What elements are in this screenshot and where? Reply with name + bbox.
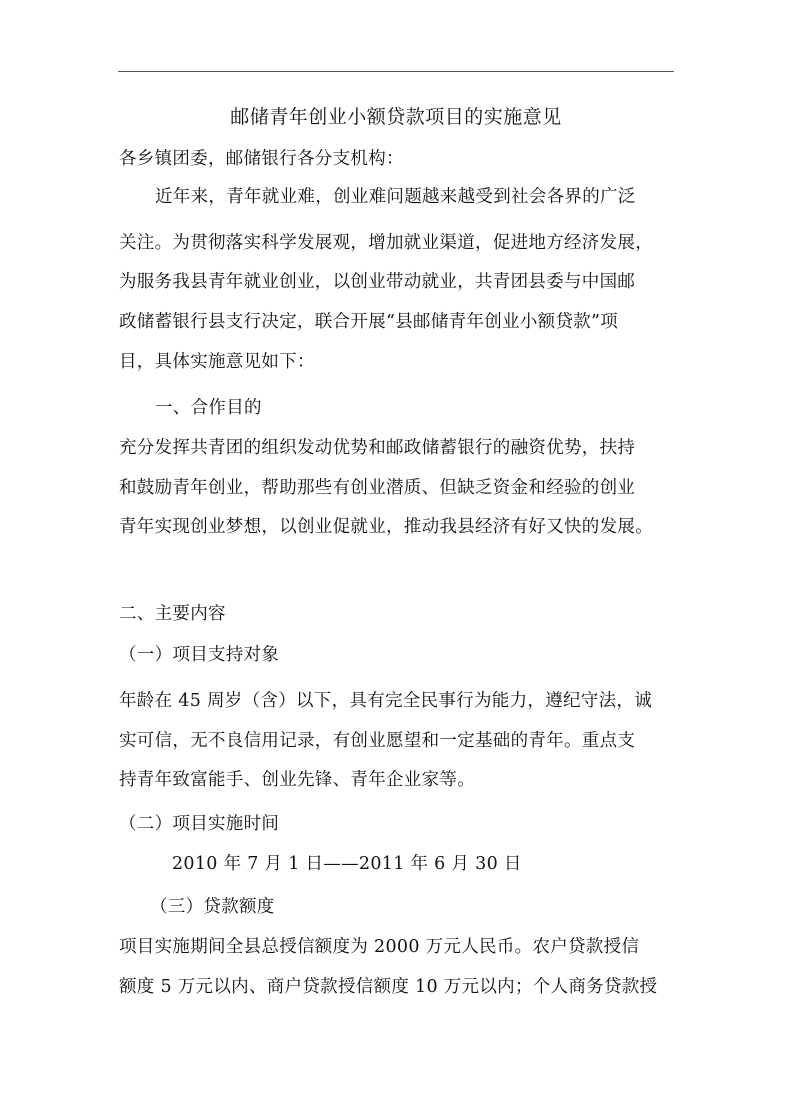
intro-line: 近年来，青年就业难，创业难问题越来越受到社会各界的广泛 [155,187,636,207]
sub1-line: 年龄在 45 周岁（含）以下，具有完全民事行为能力，遵纪守法，诚 [119,691,652,711]
sub1-line: 实可信，无不良信用记录，有创业愿望和一定基础的青年。重点支 [119,731,636,751]
intro-line: 为服务我县青年就业创业，以创业带动就业，共青团县委与中国邮 [119,272,636,292]
header-rule [118,71,674,72]
sub3-heading: （三）贷款额度 [150,897,275,917]
sub1-heading: （一）项目支持对象 [119,645,280,665]
section1-line: 青年实现创业梦想，以创业促就业，推动我县经济有好又快的发展。 [119,517,653,537]
section1-heading: 一、合作目的 [155,398,262,418]
sub3-line: 项目实施期间全县总授信额度为 2000 万元人民币。农户贷款授信 [119,937,640,957]
sub1-line: 持青年致富能手、创业先锋、青年企业家等。 [119,770,475,790]
implementation-period: 2010 年 7 月 1 日——2011 年 6 月 30 日 [172,854,522,874]
intro-line: 政储蓄银行县支行决定，联合开展“县邮储青年创业小额贷款”项 [119,312,619,332]
section1-line: 充分发挥共青团的组织发动优势和邮政储蓄银行的融资优势，扶持 [119,438,636,458]
salutation: 各乡镇团委，邮储银行各分支机构： [119,149,404,169]
section1-line: 和鼓励青年创业，帮助那些有创业潜质、但缺乏资金和经验的创业 [119,478,636,498]
intro-line: 目，具体实施意见如下： [119,352,315,372]
sub3-line: 额度 5 万元以内、商户贷款授信额度 10 万元以内；个人商务贷款授 [119,977,658,997]
intro-line: 关注。为贯彻落实科学发展观，增加就业渠道，促进地方经济发展， [119,233,653,253]
sub2-heading: （二）项目实施时间 [119,814,280,834]
section2-heading: 二、主要内容 [119,604,226,624]
document-title: 邮储青年创业小额贷款项目的实施意见 [230,106,562,128]
